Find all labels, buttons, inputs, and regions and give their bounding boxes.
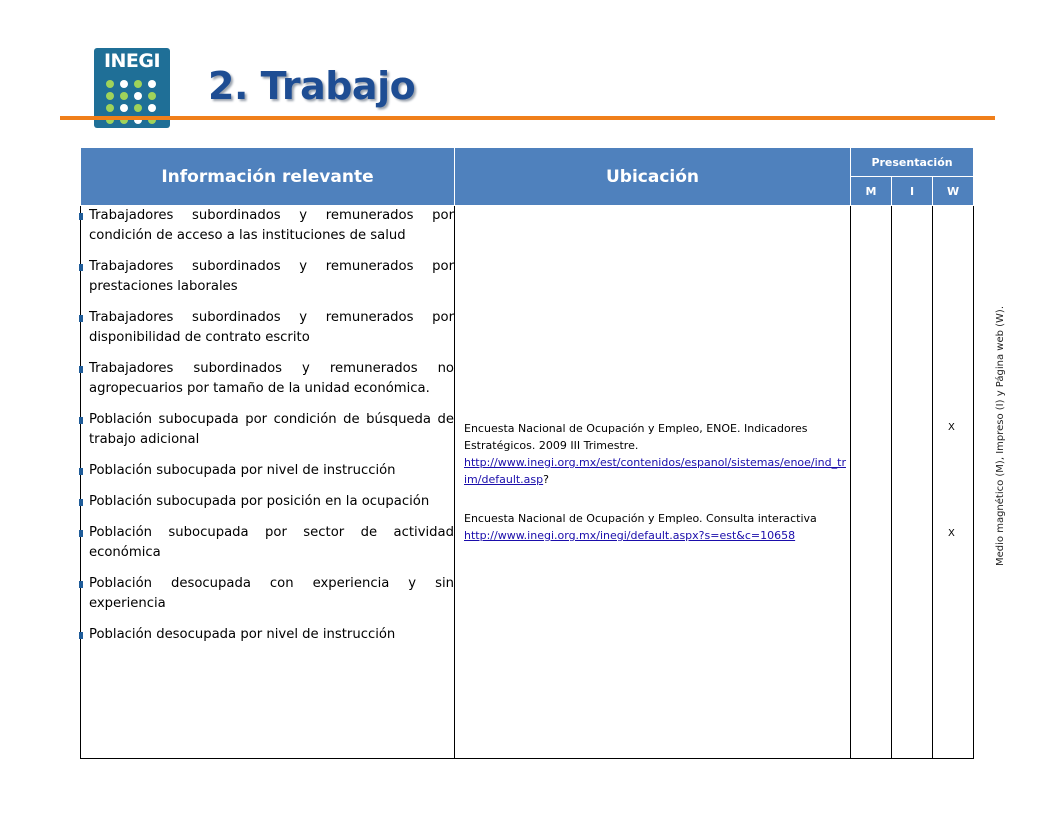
- logo-text: INEGI: [103, 50, 161, 72]
- header-divider: [60, 116, 995, 120]
- header-presentacion: Presentación: [851, 148, 974, 177]
- list-item: Trabajadores subordinados y remunerados por disponibilidad de contrato escrito: [81, 308, 454, 348]
- side-note: Medio magnético (M), Impreso (I) y Página web (W).: [995, 305, 1006, 566]
- ubicacion-enoe-consulta: [464, 510, 849, 544]
- list-item: Población desocupada por nivel de instrucción: [81, 625, 454, 645]
- m-cell: [851, 206, 892, 759]
- list-item: Población desocupada con experiencia y sin experiencia: [81, 574, 454, 614]
- header-i: I: [892, 177, 933, 206]
- header-ubicacion: Ubicación: [455, 148, 851, 206]
- link1-suffix: ?: [543, 473, 549, 486]
- header-info: Información relevante: [81, 148, 455, 206]
- ubicacion-text-1: Encuesta Nacional de Ocupación y Empleo, ENOE. Indicadores Estratégicos. 2009 III Trimestre.: [464, 422, 808, 452]
- list-item: Población subocupada por condición de búsqueda de trabajo adicional: [81, 410, 454, 450]
- list-item: Trabajadores subordinados y remunerados no agropecuarios por tamaño de la unidad económica.: [81, 359, 454, 399]
- w-cell: [933, 206, 974, 759]
- list-item: Trabajadores subordinados y remunerados por condición de acceso a las instituciones de salud: [81, 206, 454, 246]
- ubicacion-text-2: Encuesta Nacional de Ocupación y Empleo. Consulta interactiva: [464, 512, 817, 525]
- w-mark-2: X: [948, 528, 955, 539]
- page-title: 2. Trabajo: [208, 64, 416, 108]
- ubicacion-enoe-trimestral: [464, 420, 849, 488]
- indicator-list: [81, 206, 454, 645]
- info-cell: [81, 206, 455, 759]
- i-cell: [892, 206, 933, 759]
- w-mark-1: X: [948, 422, 955, 433]
- header-m: M: [851, 177, 892, 206]
- list-item: Población subocupada por posición en la ocupación: [81, 492, 454, 512]
- list-item: Trabajadores subordinados y remunerados por prestaciones laborales: [81, 257, 454, 297]
- enoe-consulta-link[interactable]: http://www.inegi.org.mx/inegi/default.aspx?s=est&c=10658: [464, 529, 796, 542]
- list-item: Población subocupada por sector de actividad económica: [81, 523, 454, 563]
- enoe-trim-link[interactable]: http://www.inegi.org.mx/est/contenidos/espanol/sistemas/enoe/ind_trim/default.asp: [464, 456, 846, 486]
- list-item: Población subocupada por nivel de instrucción: [81, 461, 454, 481]
- header-w: W: [933, 177, 974, 206]
